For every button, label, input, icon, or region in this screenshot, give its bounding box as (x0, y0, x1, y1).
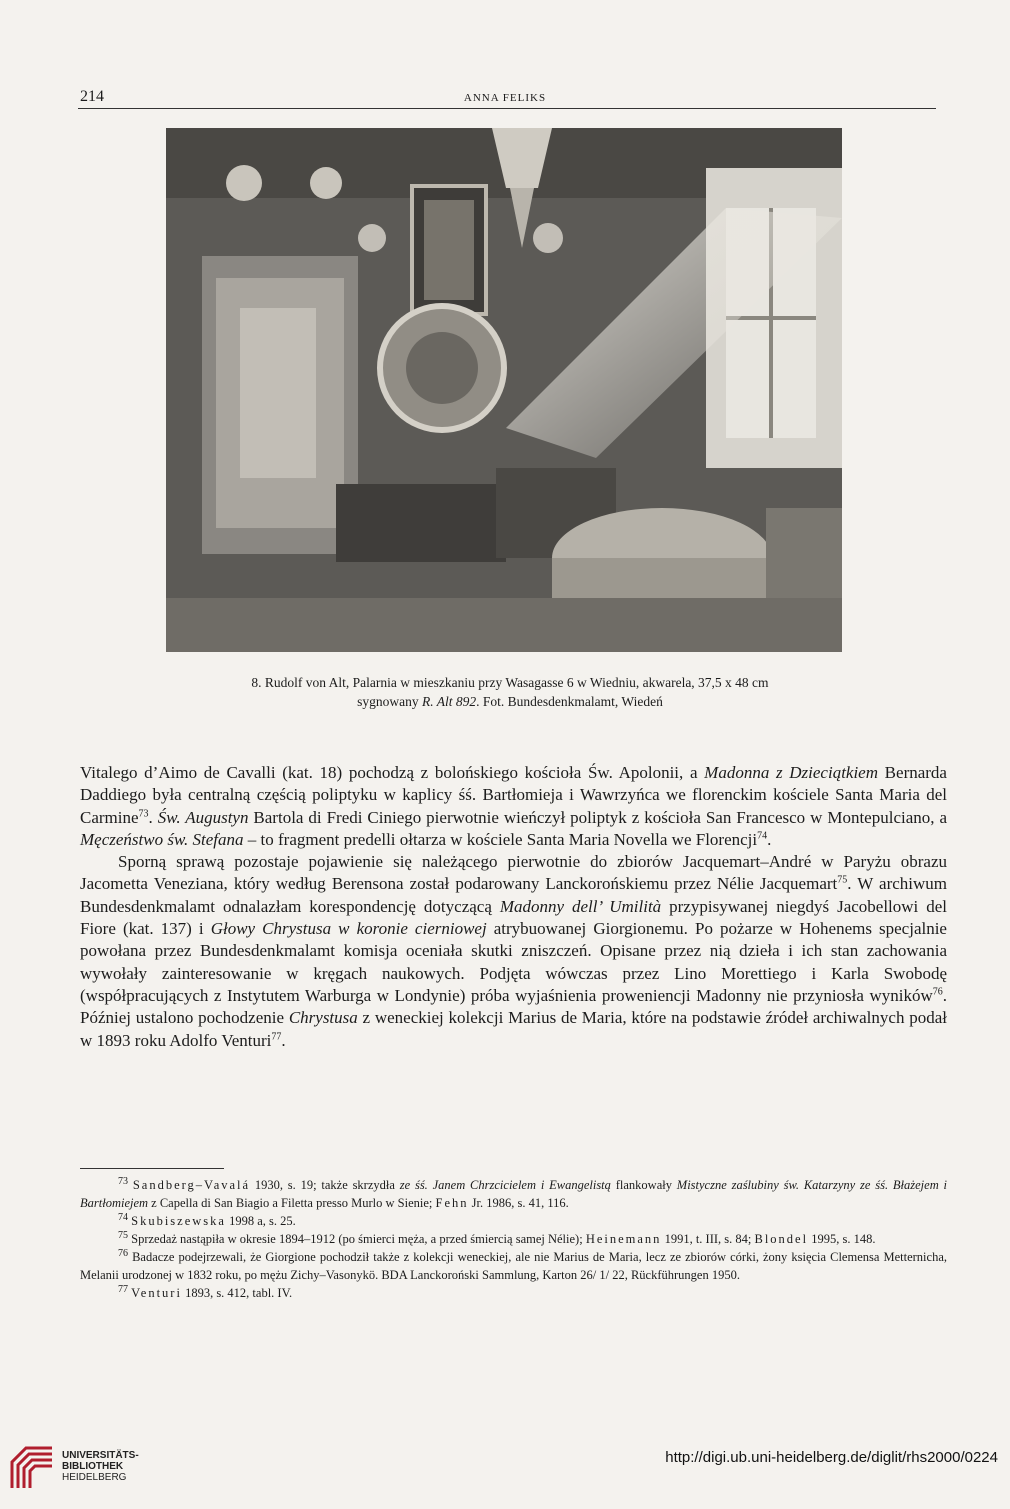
heidelberg-logo-icon (6, 1444, 56, 1494)
header-rule (78, 108, 936, 109)
body-text (80, 762, 947, 1052)
logo-line-3: HEIDELBERG (62, 1472, 127, 1483)
source-url-link[interactable]: http://digi.ub.uni-heidelberg.de/diglit/rhs2000/0224 (665, 1449, 998, 1466)
footnote-rule (80, 1168, 224, 1169)
footnote-ref-75: 75 (837, 874, 848, 886)
footnote-ref-73: 73 (138, 807, 149, 819)
footnote-77: $^{77}$ Venturi 1893, s. 412, tabl. IV. (118, 1283, 293, 1300)
painting-interior-icon (166, 128, 842, 652)
footnote-ref-76: 76 (932, 986, 943, 998)
caption-line-1: 8. Rudolf von Alt, Palarnia w mieszkaniu przy Wasagasse 6 w Wiedniu, akwarela, 37,5 x 48 cm (251, 675, 769, 690)
footnote-76: $^{76}$ Badacze podejrzewali, że Giorgione pochodził także z kolekcji weneckiej, ale nie Marius de Maria, lecz ze zbiorów córki, żony księcia Clemensa Metternicha, Melanii urodzonej w 1832 roku, po mężu Zichy–Vasonykö. BDA Lanckoroński Sammlung, Karton 26/ 1/ 22, Rückführungen 1950. (80, 1247, 947, 1282)
painting-reproduction (166, 128, 842, 652)
paragraph-1: Vitalego d’Aimo de Cavalli (kat. 18) pochodzą z bolońskiego kościoła Św. Apolonii, a Madonna z Dzieciątkiem Bernarda Daddiego była centralną częścią poliptyku w kaplicy śś. Bartłomieja i Wawrzyńca we florenckim kościele Santa Maria del Carmine$^{73}$. Św. Augustyn Bartola di Fredi Ciniego pierwotnie wieńczył poliptyk z kościoła San Francesco w Montepulciano, a Męczeństwo św. Stefana – to fragment predelli ołtarza w kościele Santa Maria Novella we Florencji$^{74}$. (80, 763, 947, 849)
footnote-ref-74: 74 (757, 830, 768, 842)
footnote-74: $^{74}$ Skubiszewska 1998 a, s. 25. (118, 1211, 296, 1228)
library-logo[interactable] (6, 1444, 186, 1494)
footnotes (80, 1176, 947, 1302)
running-head: ANNA FELIKS (463, 92, 547, 104)
paragraph-2: Sporną sprawą pozostaje pojawienie się należącego pierwotnie do zbiorów Jacquemart–André w Paryżu obrazu Jacometta Veneziana, który według Berensona został podarowany Lanckorońskiemu przez Nélie Jacquemart$^{75}$. W archiwum Bundesdenkmalamt odnalazłam korespondencję dotyczącą Madonny dell’ Umilità przypisywanej niegdyś Jacobellowi del Fiore (kat. 137) i Głowy Chrystusa w koronie cierniowej atrybuowanej Giorgionemu. Po pożarze w Hohenems specjalnie powołana przez Bundesdenkmalamt komisja oceniała skutki zniszczeń. Opisane przez nią dzieła i ich stan zachowania wywołały zainteresowanie w kręgach naukowych. Podjęta wówczas przez Lino Morettiego i Karla Swobodę (współpracujących z Instytutem Warburga w Londynie) próba wyjaśnienia proweniencji Madonny nie przyniosła wyników$^{76}$. Później ustalono pochodzenie Chrystusa z weneckiej kolekcji Marius de Maria, które na podstawie źródeł archiwalnych podał w 1893 roku Adolfo Venturi$^{77}$. (80, 852, 947, 1050)
logo-line-2: BIBLIOTHEK (62, 1461, 124, 1472)
logo-line-1: UNIVERSITÄTS- (62, 1450, 139, 1461)
footnote-75: $^{75}$ Sprzedaż nastąpiła w okresie 1894–1912 (po śmierci męża, a przed śmiercią samej Nélie); Heinemann 1991, t. III, s. 84; Blondel 1995, s. 148. (118, 1229, 876, 1246)
footnote-73: $^{73}$ Sandberg–Vavalá 1930, s. 19; także skrzydła ze śś. Janem Chrzcicielem i Ewangelistą flankowały Mistyczne zaślubiny św. Katarzyny ze śś. Błażejem i Bartłomiejem z Capella di San Biagio a Filetta presso Murlo w Sienie; Fehn Jr. 1986, s. 41, 116. (80, 1175, 948, 1210)
page-number: 214 (80, 88, 104, 105)
footnote-ref-77: 77 (271, 1030, 282, 1042)
caption-line-2: sygnowany R. Alt 892. Fot. Bundesdenkmalamt, Wiedeń (357, 693, 663, 709)
figure-caption (110, 674, 910, 711)
